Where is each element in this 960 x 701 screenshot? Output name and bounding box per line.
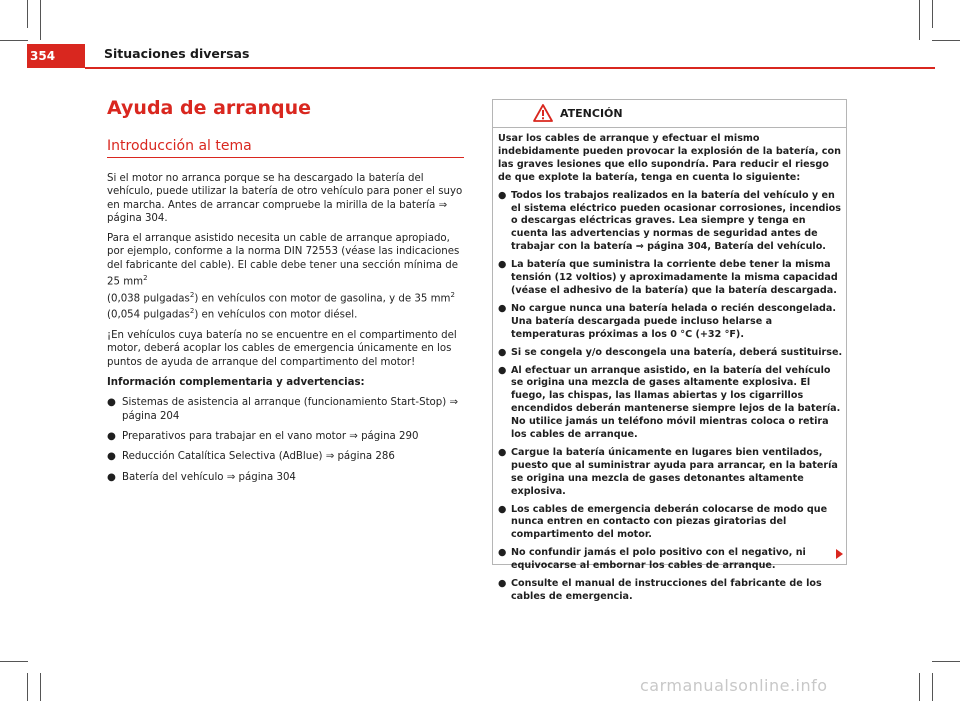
bullet: ● <box>498 446 507 458</box>
text-run: Para el arranque asistido necesita un cable de arranque apropiado, por ejemplo, conforme a la norma DIN 72553 (véase las indicaciones del fabricante del cable). El cable debe tener una sección mínima de 25 mm <box>107 233 460 288</box>
warning-item: No confundir jamás el polo positivo con el negativo, ni equivocarse al embornar los cables de arranque. <box>511 547 806 572</box>
text-run: (0,038 pulgadas <box>107 293 190 305</box>
crop-mark <box>0 661 28 662</box>
crop-mark <box>932 0 933 28</box>
section-title: Situaciones diversas <box>104 46 250 61</box>
continue-arrow-icon[interactable] <box>836 549 843 559</box>
crop-mark <box>0 40 28 41</box>
crop-mark <box>932 661 960 662</box>
crop-mark <box>919 0 920 40</box>
body-text <box>107 172 463 491</box>
bullet: ● <box>498 302 507 314</box>
text-run: ) en vehículos con motor de gasolina, y de 35 mm <box>194 293 451 305</box>
header-rule <box>85 67 935 69</box>
warning-box <box>492 99 847 602</box>
warning-item: No cargue nunca una batería helada o recién descongelada. Una batería descargada puede incluso helarse a temperaturas próximas a los 0 °C (+32 °F). <box>511 302 837 340</box>
bullet: ● <box>498 364 507 376</box>
bullet: ● <box>107 471 116 483</box>
list-item <box>107 471 463 484</box>
link-text[interactable]: Reducción Catalítica Selectiva (AdBlue) ⇒ página 286 <box>122 451 395 463</box>
list-item <box>498 578 843 604</box>
paragraph <box>107 232 463 322</box>
watermark: carmanualsonline.info <box>640 676 828 695</box>
bullet: ● <box>107 451 116 463</box>
superscript: 2 <box>189 290 195 299</box>
page-title: Ayuda de arranque <box>107 97 311 119</box>
crop-mark <box>40 0 41 40</box>
list-item <box>498 547 843 573</box>
crop-mark <box>919 673 920 701</box>
bullet: ● <box>107 397 116 409</box>
warning-item: Si se congela y/o descongela una batería, deberá sustituirse. <box>511 346 843 358</box>
superscript: 2 <box>143 274 148 283</box>
paragraph: ¡En vehículos cuya batería no se encuentre en el compartimento del motor, deberá acoplar los cables de emergencia únicamente en los puntos de ayuda de arranque del compartimento del motor! <box>107 330 457 368</box>
bullet: ● <box>498 259 507 271</box>
list-item <box>498 259 843 298</box>
crop-mark <box>27 673 28 701</box>
warning-triangle-icon <box>533 104 553 122</box>
list-item <box>498 190 843 255</box>
superscript: 2 <box>450 290 455 299</box>
bullet: ● <box>498 346 507 358</box>
warning-body <box>498 133 843 609</box>
page-number: 354 <box>27 44 85 68</box>
list-item <box>107 430 463 443</box>
warning-header <box>493 100 846 128</box>
bullet: ● <box>498 547 507 559</box>
warning-item: La batería que suministra la corriente debe tener la misma tensión (12 voltios) y aproximadamente la misma capacidad (véase el adhesivo de la batería) que la batería descargada. <box>511 259 838 296</box>
info-heading: Información complementaria y advertencias: <box>107 377 365 389</box>
paragraph: Si el motor no arranca porque se ha descargado la batería del vehículo, puede utilizar la batería de otro vehículo para poner el suyo en marcha. Antes de arrancar compruebe la mirilla de la batería ⇒ página 304. <box>107 173 463 224</box>
crop-mark <box>40 673 41 701</box>
list-item <box>498 365 843 442</box>
superscript: 2 <box>189 307 195 316</box>
text-run: ) en vehículos con motor diésel. <box>194 309 358 321</box>
list-item <box>107 396 463 423</box>
list-item <box>498 303 843 342</box>
warning-item: Al efectuar un arranque asistido, en la batería del vehículo se origina una mezcla de gases altamente explosiva. El fuego, las chispas, las llamas abiertas y los cigarrillos encendidos deberán mantenerse siempre lejos de la batería. No utilice jamás un teléfono móvil mientras coloca o retira los cables de arranque. <box>511 364 841 441</box>
warning-item: Cargue la batería únicamente en lugares bien ventilados, puesto que al suministrar ayuda para arrancar, en la batería se origina una mezcla de gases detonantes altamente explosiva. <box>511 446 838 497</box>
text-run: (0,054 pulgadas <box>107 309 190 321</box>
crop-mark <box>932 40 960 41</box>
warning-intro: Usar los cables de arranque y efectuar el mismo indebidamente pueden provocar la explosión de la batería, con las graves lesiones que ello supondría. Para reducir el riesgo de que explote la batería, tenga en cuenta lo siguiente: <box>498 133 841 183</box>
bullet: ● <box>498 503 507 515</box>
list-item <box>107 450 463 463</box>
warning-title: ATENCIÓN <box>560 107 623 120</box>
list-item <box>498 447 843 499</box>
bullet: ● <box>107 430 116 442</box>
warning-item: Todos los trabajos realizados en la batería del vehículo y en el sistema eléctrico pueden ocasionar corrosiones, incendios o descargas eléctricas graves. Lea siempre y tenga en cuenta las advertencias y normas de seguridad antes de trabajar con la batería ⇒ página 304, Batería del vehículo. <box>511 189 841 253</box>
bullet: ● <box>498 578 507 590</box>
warning-item: Consulte el manual de instrucciones del fabricante de los cables de emergencia. <box>511 578 822 602</box>
link-text[interactable]: Preparativos para trabajar en el vano motor ⇒ página 290 <box>122 430 419 442</box>
bullet: ● <box>498 189 507 201</box>
crop-mark <box>932 673 933 701</box>
link-text[interactable]: Sistemas de asistencia al arranque (funcionamiento Start-Stop) ⇒ página 204 <box>122 397 459 422</box>
section-subtitle: Introducción al tema <box>107 138 252 154</box>
warning-item: Los cables de emergencia deberán colocarse de modo que nunca entren en contacto con piezas giratorias del compartimento del motor. <box>511 503 828 541</box>
crop-mark <box>27 0 28 28</box>
subtitle-rule <box>107 157 464 158</box>
link-text[interactable]: Batería del vehículo ⇒ página 304 <box>122 471 296 483</box>
list-item <box>498 347 843 360</box>
list-item <box>498 504 843 543</box>
